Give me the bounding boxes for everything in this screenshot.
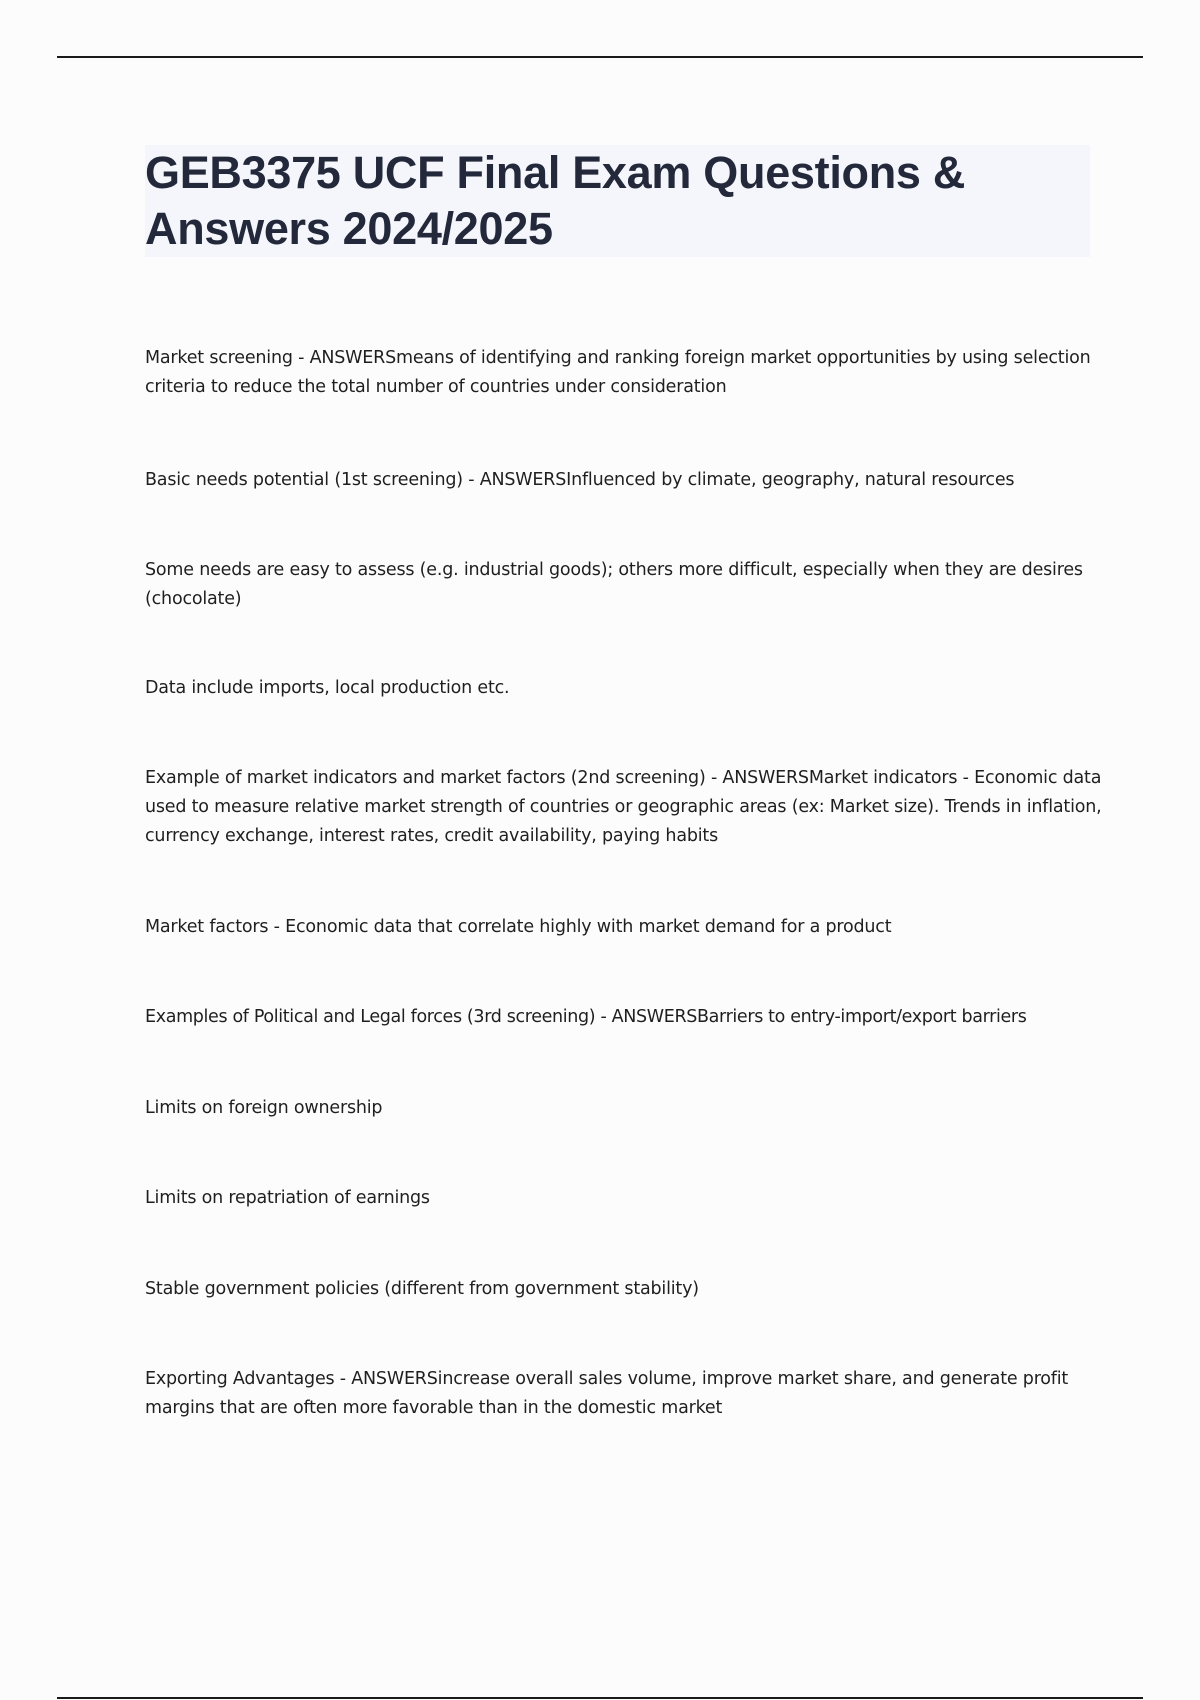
- title-banner: [145, 145, 1090, 257]
- qa-entry-data-include: Data include imports, local production etc.: [145, 678, 510, 698]
- bottom-rule: [57, 1697, 1143, 1699]
- qa-entry-repatriation: Limits on repatriation of earnings: [145, 1188, 430, 1208]
- qa-entry-market-factors: Market factors - Economic data that correlate highly with market demand for a product: [145, 917, 892, 937]
- page-title: GEB3375 UCF Final Exam Questions & Answers 2024/2025: [145, 147, 966, 254]
- qa-entry-political-legal: Examples of Political and Legal forces (3rd screening) - ANSWERSBarriers to entry-import/export barriers: [145, 1007, 1027, 1027]
- qa-entry-needs-assessment: Some needs are easy to assess (e.g. industrial goods); others more difficult, especially when they are desires (chocolate): [145, 560, 1083, 609]
- qa-entry-market-indicators: Example of market indicators and market factors (2nd screening) - ANSWERSMarket indicators - Economic data used to measure relative market strength of countries or geographic areas (ex: Market size). Trends in inflation, currency exchange, interest rates, credit availability, paying habits: [145, 768, 1102, 846]
- qa-entry-stable-policies: Stable government policies (different from government stability): [145, 1279, 699, 1299]
- qa-entry-exporting-advantages: Exporting Advantages - ANSWERSincrease overall sales volume, improve market share, and generate profit margins that are often more favorable than in the domestic market: [145, 1369, 1069, 1418]
- qa-entry-market-screening: Market screening - ANSWERSmeans of identifying and ranking foreign market opportunities by using selection criteria to reduce the total number of countries under consideration: [145, 348, 1091, 397]
- qa-entry-foreign-ownership: Limits on foreign ownership: [145, 1098, 383, 1118]
- top-rule: [57, 56, 1143, 58]
- qa-entry-basic-needs: Basic needs potential (1st screening) - ANSWERSInfluenced by climate, geography, natural resources: [145, 470, 1015, 490]
